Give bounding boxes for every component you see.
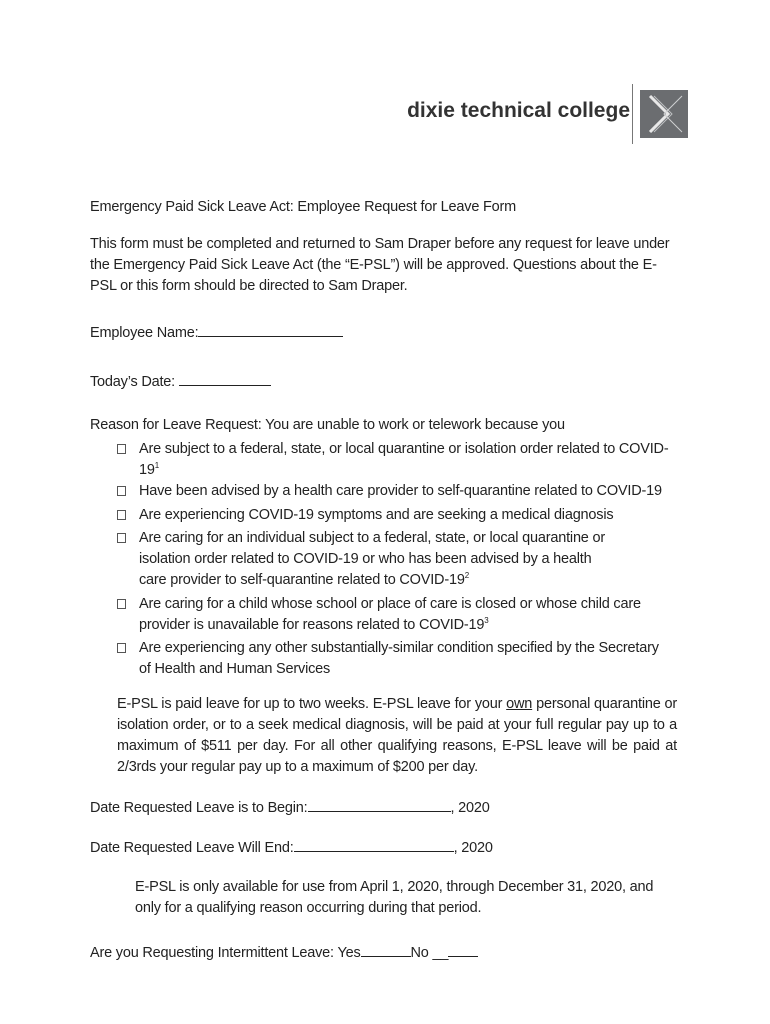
checkbox[interactable] <box>117 643 126 653</box>
todays-date-row <box>90 371 271 393</box>
intermittent-no-label: No __ <box>410 945 449 961</box>
begin-year: , 2020 <box>450 800 490 816</box>
reason-text: Are caring for a child whose school or place of care is closed or whose child care provider is unavailable for reasons related to COVID-$19^3$ <box>139 596 641 633</box>
todays-date-field[interactable] <box>179 371 271 386</box>
intermittent-yes-field[interactable] <box>361 942 411 957</box>
checkbox[interactable] <box>117 533 126 543</box>
begin-date-field[interactable] <box>308 797 451 812</box>
begin-date-label: Date Requested Leave is to Begin: <box>90 800 308 816</box>
checkbox[interactable] <box>117 599 126 609</box>
header-divider <box>632 84 633 144</box>
form-title: Emergency Paid Sick Leave Act: Employee Request for Leave Form <box>90 199 517 215</box>
end-date-field[interactable] <box>294 837 454 852</box>
reason-text: Are subject to a federal, state, or local quarantine or isolation order related to COVID-$19^1$ <box>139 441 669 478</box>
x-logo-icon <box>640 90 688 138</box>
reason-text: Are caring for an individual subject to a federal, state, or local quarantine or isolation order related to COVID-19 or who has been advised by a health care provider to self-quarantine related to COVID-$19^2$ <box>139 530 605 588</box>
employee-name-label: Employee Name: <box>90 325 199 341</box>
employee-name-row <box>90 322 343 344</box>
end-date-label: Date Requested Leave Will End: <box>90 840 294 856</box>
checkbox[interactable] <box>117 510 126 520</box>
intermittent-label: Are you Requesting Intermittent Leave: Yes <box>90 945 361 961</box>
reason-text: Are experiencing any other substantially-similar condition specified by the Secretary of Health and Human Services <box>139 640 659 677</box>
intermittent-no-field[interactable] <box>448 942 478 957</box>
checkbox[interactable] <box>117 486 126 496</box>
intro-paragraph: This form must be completed and returned to Sam Draper before any request for leave under the Emergency Paid Sick Leave Act (the “E-PSL”) will be approved. Questions about the E-PSL or this form should be directed to Sam Draper. <box>90 236 670 294</box>
availability-note: E-PSL is only available for use from April 1, 2020, through December 31, 2020, and only for a qualifying reason occurring during that period. <box>135 879 654 916</box>
college-name: dixie technical college <box>407 99 630 122</box>
end-date-row <box>90 837 493 859</box>
begin-date-row <box>90 797 490 819</box>
end-year: , 2020 <box>453 840 493 856</box>
employee-name-field[interactable] <box>198 322 343 337</box>
reason-label: Reason for Leave Request: You are unable to work or telework because you <box>90 417 565 433</box>
reason-text: Have been advised by a health care provider to self-quarantine related to COVID-19 <box>139 483 662 499</box>
todays-date-label: Today’s Date: <box>90 374 175 390</box>
checkbox[interactable] <box>117 444 126 454</box>
reason-text: Are experiencing COVID-19 symptoms and are seeking a medical diagnosis <box>139 507 614 523</box>
pay-note: E-PSL is paid leave for up to two weeks. E-PSL leave for your own personal quarantine or isolation order, or to a seek medical diagnosis, will be paid at your full regular pay up to a maximum of $511 per day. For all other qualifying reasons, E-PSL leave will be paid at 2/3rds your regular pay up to a maximum of $200 per day. <box>117 696 677 775</box>
intermittent-row <box>90 942 478 964</box>
